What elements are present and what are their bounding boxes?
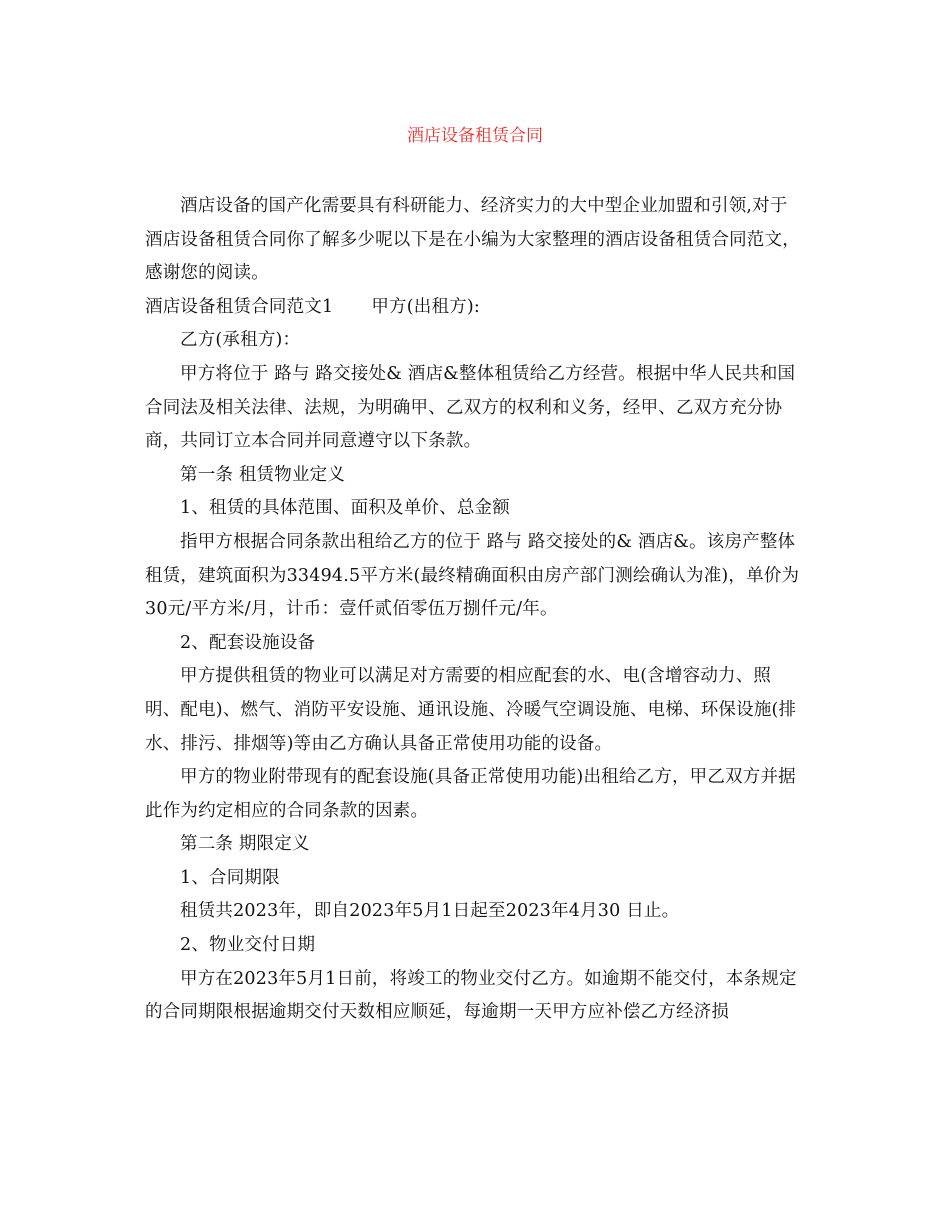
article-1-item-2-heading: 2、配套设施设备: [180, 632, 316, 653]
sample-heading: 酒店设备租赁合同范文1: [145, 296, 334, 317]
article-1-item-2-text-1: 甲方提供租赁的物业可以满足对方需要的相应配套的水、电(含增容动力、照明、配电)、燃气、消防平安设施、通讯设施、冷暖气空调设施、电梯、环保设施(排水、排污、排烟等)等由乙方确认具备正常使用功能的设备。: [145, 666, 797, 754]
document-title: 酒店设备租赁合同: [407, 126, 543, 146]
article-1-item-2-text-2: 甲方的物业附带现有的配套设施(具备正常使用功能)出租给乙方，甲乙双方并据此作为约定相应的合同条款的因素。: [145, 767, 796, 821]
article-2-item-1-text: 租赁共2023年，即自2023年5月1日起至2023年4月30 日止。: [180, 901, 680, 922]
article-1-heading: 第一条 租赁物业定义: [180, 464, 346, 485]
article-1-item-1-text: 指甲方根据合同条款出租给乙方的位于 路与 路交接处的& 酒店&。该房产整体租赁，建筑面积为33494.5平方米(最终精确面积由房产部门测绘确认为准)，单价为30元/平方米/月，计币：壹仟贰佰零伍万捌仟元/年。: [145, 531, 800, 620]
article-2-item-2-heading: 2、物业交付日期: [180, 935, 316, 956]
article-2-heading: 第二条 期限定义: [180, 834, 310, 855]
intro-paragraph: 酒店设备的国产化需要具有科研能力、经济实力的大中型企业加盟和引领,对于酒店设备租赁合同你了解多少呢以下是在小编为大家整理的酒店设备租赁合同范文，感谢您的阅读。: [145, 196, 800, 284]
lease-intro-paragraph: 甲方将位于 路与 路交接处& 酒店&整体租赁给乙方经营。根据中华人民共和国合同法及相关法律、法规，为明确甲、乙双方的权利和义务，经甲、乙双方充分协商，共同订立本合同并同意遵守以下条款。: [145, 363, 796, 452]
document-body: [145, 190, 805, 1030]
party-a-label: 甲方(出租方):: [371, 296, 480, 317]
article-2-item-2-text: 甲方在2023年5月1日前，将竣工的物业交付乙方。如逾期不能交付，本条规定的合同期限根据逾期交付天数相应顺延，每逾期一天甲方应补偿乙方经济损: [145, 968, 797, 1023]
sample-heading-row: [145, 291, 805, 325]
article-2-item-1-heading: 1、合同期限: [180, 867, 280, 888]
article-1-item-1-heading: 1、租赁的具体范围、面积及单价、总金额: [180, 498, 510, 519]
party-b-label: 乙方(承租方)：: [180, 330, 301, 351]
